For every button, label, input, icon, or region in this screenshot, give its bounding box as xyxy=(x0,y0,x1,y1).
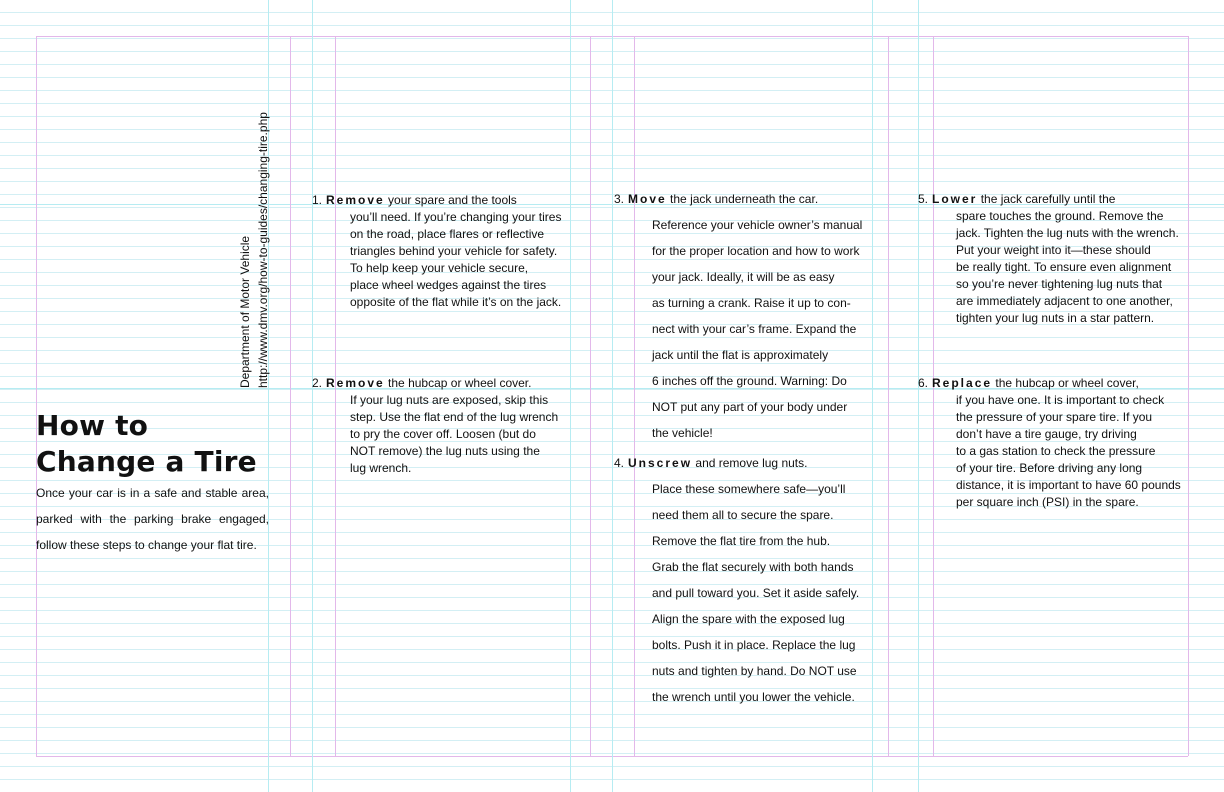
title-line-2: Change a Tire xyxy=(36,445,257,478)
step-2 xyxy=(312,375,584,477)
step-number: 5. xyxy=(918,192,929,206)
step-number: 1. xyxy=(312,193,323,207)
step-heading xyxy=(918,375,1208,392)
step-number: 4. xyxy=(614,456,625,470)
step-heading xyxy=(312,192,584,209)
step-body: spare touches the ground. Remove the jack. Tighten the lug nuts with the wrench. Put your weight into it—these should be really tight. To ensure even alignment so you’re never tightening lug nuts that are immediately adjacent to one another, tighten your lug nuts in a star pattern. xyxy=(956,209,1179,325)
step-body: Reference your vehicle owner’s manual for the proper location and how to work your jack. Ideally, it will be as easy as turning a crank. Raise it up to con- nect with your car’s frame. Expand the jack until the flat is approximately 6 inches off the ground. Warning: Do NOT put any part of your body under the vehicle! xyxy=(652,218,863,440)
step-heading xyxy=(614,455,884,472)
title-line-1: How to xyxy=(36,409,149,442)
step-number: 2. xyxy=(312,376,323,390)
step-heading-rest: and remove lug nuts. xyxy=(695,456,808,470)
source-url: http://www.dmv.org/how-to-guides/changing-tire.php xyxy=(256,112,270,388)
step-4 xyxy=(614,455,884,710)
department-name: Department of Motor Vehicle xyxy=(238,235,252,388)
intro-paragraph: Once your car is in a safe and stable area, parked with the parking brake engaged, follow these steps to change your flat tire. xyxy=(36,486,269,552)
step-number: 6. xyxy=(918,376,929,390)
step-verb: Move xyxy=(628,192,667,206)
step-heading-rest: your spare and the tools xyxy=(388,193,517,207)
step-heading-rest: the hubcap or wheel cover. xyxy=(388,376,532,390)
step-heading-rest: the hubcap or wheel cover, xyxy=(995,376,1139,390)
step-verb: Unscrew xyxy=(628,456,693,470)
step-heading xyxy=(918,191,1208,208)
page-title xyxy=(36,408,257,480)
step-heading-rest: the jack carefully until the xyxy=(980,192,1116,206)
step-body: if you have one. It is important to check the pressure of your spare tire. If you don’t have a tire gauge, try driving to a gas station to check the pressure of your tire. Before driving any long distance, it is important to have 60 pounds per square inch (PSI) in the spare. xyxy=(956,393,1181,509)
step-body: If your lug nuts are exposed, skip this step. Use the flat end of the lug wrench to pry the cover off. Loosen (but do NOT remove) the lug nuts using the lug wrench. xyxy=(350,393,559,475)
step-5 xyxy=(918,191,1208,327)
step-heading xyxy=(312,375,584,392)
step-6 xyxy=(918,375,1208,511)
step-verb: Remove xyxy=(326,376,385,390)
step-verb: Lower xyxy=(932,192,978,206)
source-credit xyxy=(236,92,272,388)
step-1 xyxy=(312,192,584,311)
step-verb: Remove xyxy=(326,193,385,207)
step-number: 3. xyxy=(614,192,625,206)
step-heading-rest: the jack underneath the car. xyxy=(670,192,819,206)
step-heading xyxy=(614,191,884,208)
step-verb: Replace xyxy=(932,376,993,390)
step-body: Place these somewhere safe—you’ll need them all to secure the spare. Remove the flat tire from the hub. Grab the flat securely with both hands and pull toward you. Set it aside safely. Align the spare with the exposed lug bolts. Push it in place. Replace the lug nuts and tighten by hand. Do NOT use the wrench until you lower the vehicle. xyxy=(652,482,860,704)
step-body: you’ll need. If you’re changing your tires on the road, place flares or reflective triangles behind your vehicle for safety. To help keep your vehicle secure, place wheel wedges against the tires opposite of the flat while it’s on the jack. xyxy=(350,210,562,309)
step-3 xyxy=(614,191,884,446)
